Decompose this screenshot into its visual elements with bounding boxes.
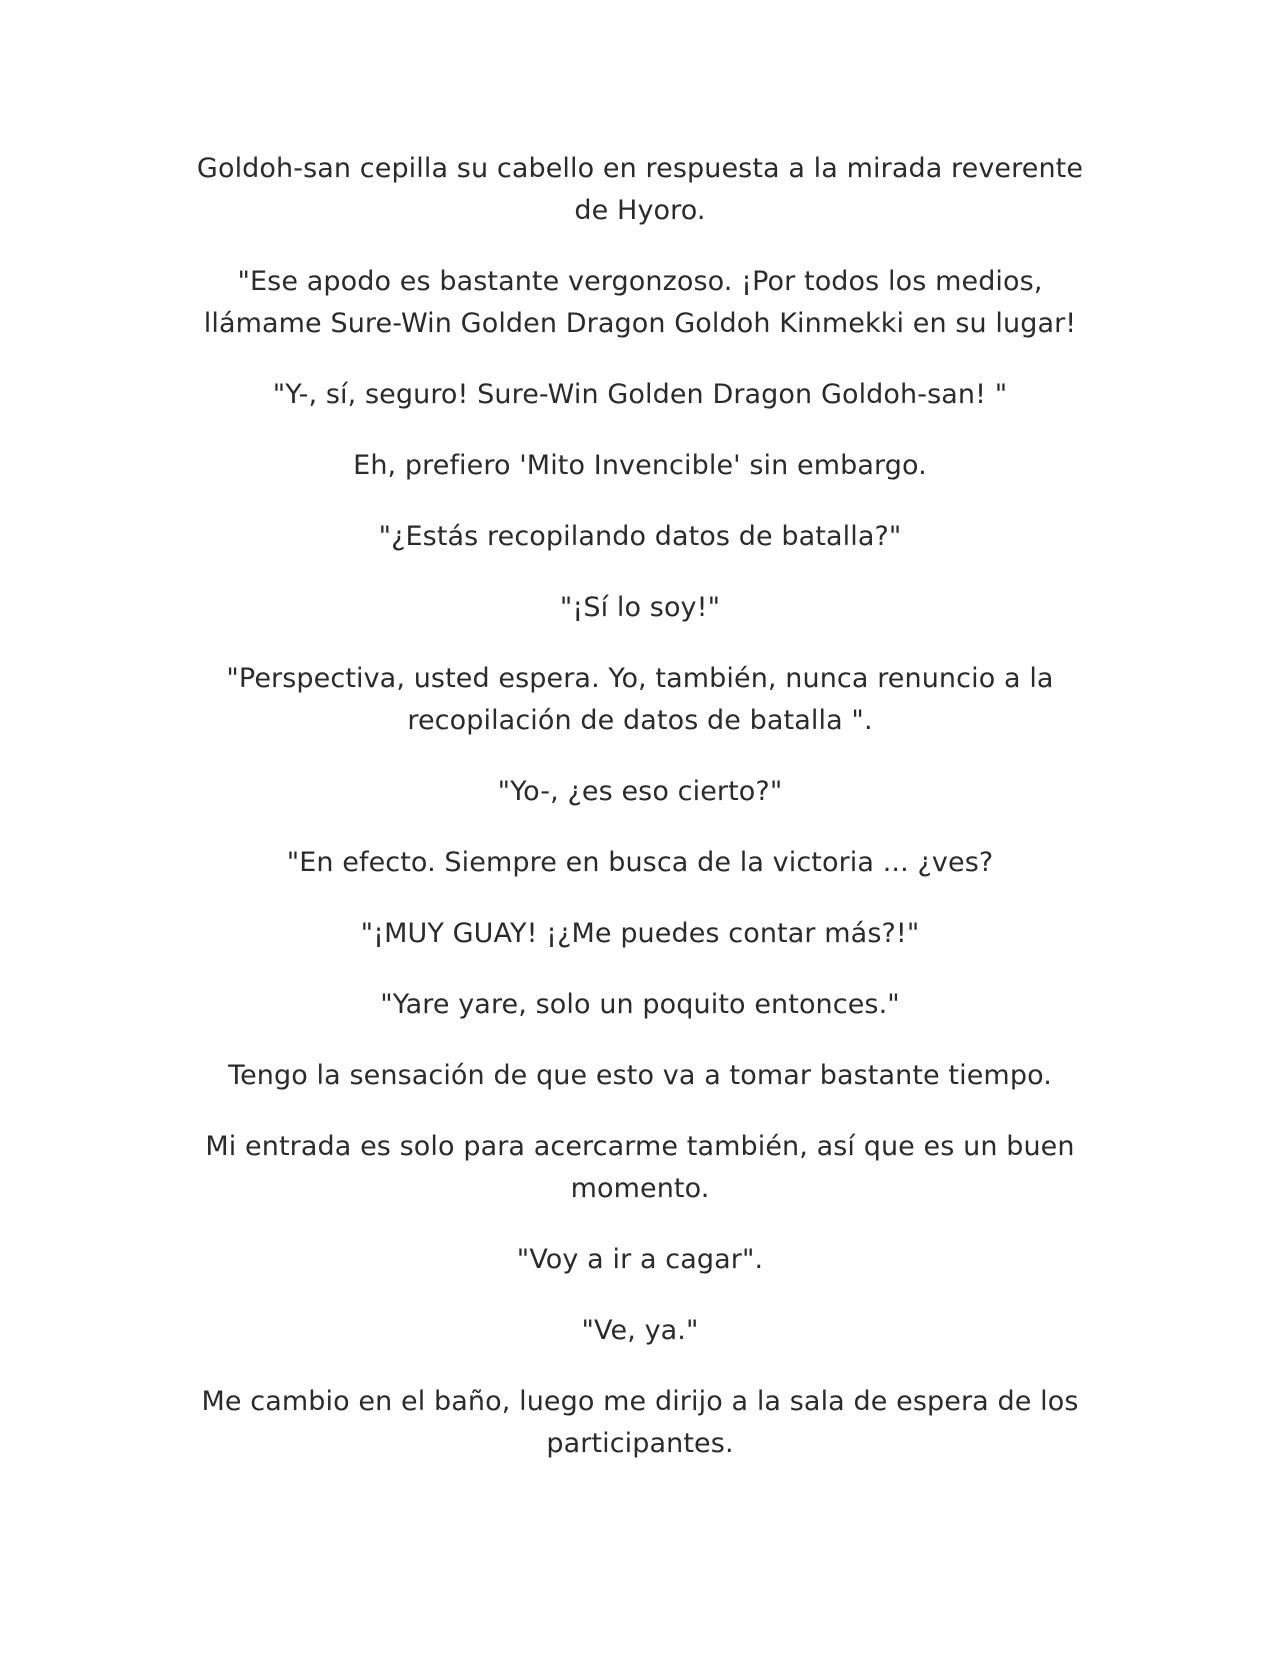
paragraph: "Ve, ya." [581, 1315, 699, 1346]
paragraph: "Yo-, ¿es eso cierto?" [497, 776, 783, 807]
paragraph: "En efecto. Siempre en busca de la victoria ... ¿ves? [286, 847, 994, 878]
paragraph: "¡Sí lo soy!" [559, 592, 721, 623]
paragraph: "¿Estás recopilando datos de batalla?" [378, 521, 902, 552]
paragraph: Me cambio en el baño, luego me dirijo a la sala de espera de los participantes. [201, 1386, 1079, 1459]
paragraph: "¡MUY GUAY! ¡¿Me puedes contar más?!" [360, 918, 920, 949]
paragraph: "Y-, sí, seguro! Sure-Win Golden Dragon Goldoh-san! " [272, 379, 1008, 410]
paragraph: Tengo la sensación de que esto va a tomar bastante tiempo. [228, 1060, 1052, 1091]
paragraph: "Ese apodo es bastante vergonzoso. ¡Por todos los medios, llámame Sure-Win Golden Dragon Goldoh Kinmekki en su lugar! [203, 266, 1077, 339]
paragraph: "Yare yare, solo un poquito entonces." [380, 989, 900, 1020]
paragraph: Mi entrada es solo para acercarme también, así que es un buen momento. [205, 1131, 1075, 1204]
paragraph: "Voy a ir a cagar". [516, 1244, 764, 1275]
paragraph: "Perspectiva, usted espera. Yo, también, nunca renuncio a la recopilación de datos de batalla ". [226, 663, 1054, 736]
paragraph: Eh, prefiero 'Mito Invencible' sin embargo. [353, 450, 927, 481]
paragraph: Goldoh-san cepilla su cabello en respuesta a la mirada reverente de Hyoro. [196, 153, 1084, 226]
